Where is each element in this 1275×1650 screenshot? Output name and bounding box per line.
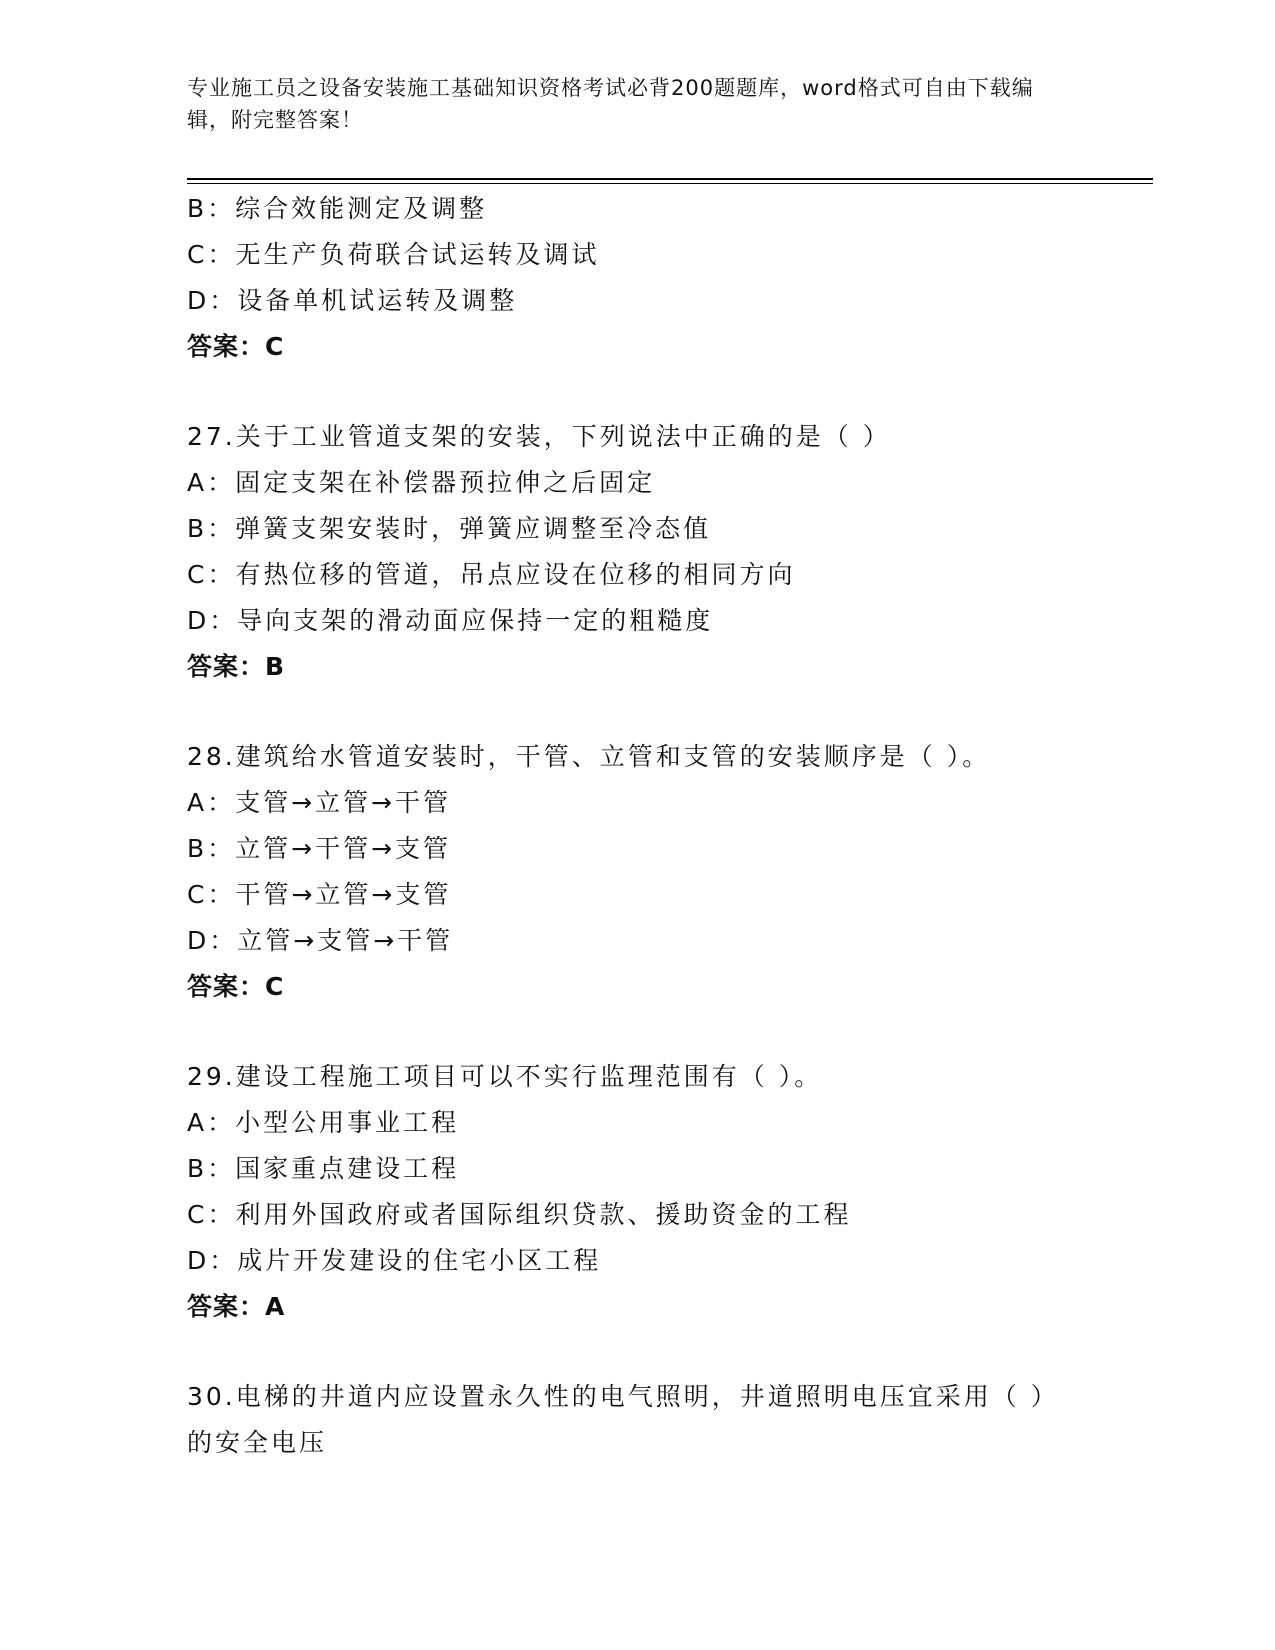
option-c: C：干管→立管→支管: [187, 880, 452, 909]
question-stem: 30.电梯的井道内应设置永久性的电气照明，井道照明电压宜采用（ ）的安全电压: [187, 1382, 1047, 1457]
option-a: A：固定支架在补偿器预拉伸之后固定: [187, 468, 656, 497]
question-30: [187, 1374, 1153, 1466]
answer: 答案：C: [187, 332, 285, 361]
header-rule-thick: [187, 178, 1153, 180]
option-c: C：利用外国政府或者国际组织贷款、援助资金的工程: [187, 1200, 852, 1229]
document-header: 专业施工员之设备安装施工基础知识资格考试必背200题题库，word格式可自由下载编辑，附完整答案！: [187, 76, 1034, 132]
answer: 答案：C: [187, 972, 285, 1001]
option-d: D：成片开发建设的住宅小区工程: [187, 1246, 602, 1275]
option-d: D：导向支架的滑动面应保持一定的粗糙度: [187, 606, 714, 635]
option-b: B：国家重点建设工程: [187, 1154, 460, 1183]
answer: 答案：A: [187, 1292, 286, 1321]
option-c: C：无生产负荷联合试运转及调试: [187, 240, 600, 269]
question-26-continued: [187, 186, 1153, 370]
question-29: [187, 1054, 1153, 1330]
option-d: D：立管→支管→干管: [187, 926, 454, 955]
option-d: D：设备单机试运转及调整: [187, 286, 518, 315]
option-b: B：弹簧支架安装时，弹簧应调整至冷态值: [187, 514, 712, 543]
option-a: A：支管→立管→干管: [187, 788, 451, 817]
option-c: C：有热位移的管道，吊点应设在位移的相同方向: [187, 560, 796, 589]
option-b: B：综合效能测定及调整: [187, 194, 488, 223]
question-stem: 29.建设工程施工项目可以不实行监理范围有（ ）。: [187, 1062, 823, 1091]
question-27: [187, 414, 1153, 690]
question-list: [187, 186, 1153, 1466]
answer: 答案：B: [187, 652, 286, 681]
question-stem: 27.关于工业管道支架的安装，下列说法中正确的是（ ）: [187, 422, 891, 451]
question-28: [187, 734, 1153, 1010]
option-a: A：小型公用事业工程: [187, 1108, 460, 1137]
header-rule-thin: [187, 183, 1153, 184]
question-stem: 28.建筑给水管道安装时，干管、立管和支管的安装顺序是（ ）。: [187, 742, 991, 771]
option-b: B：立管→干管→支管: [187, 834, 452, 863]
